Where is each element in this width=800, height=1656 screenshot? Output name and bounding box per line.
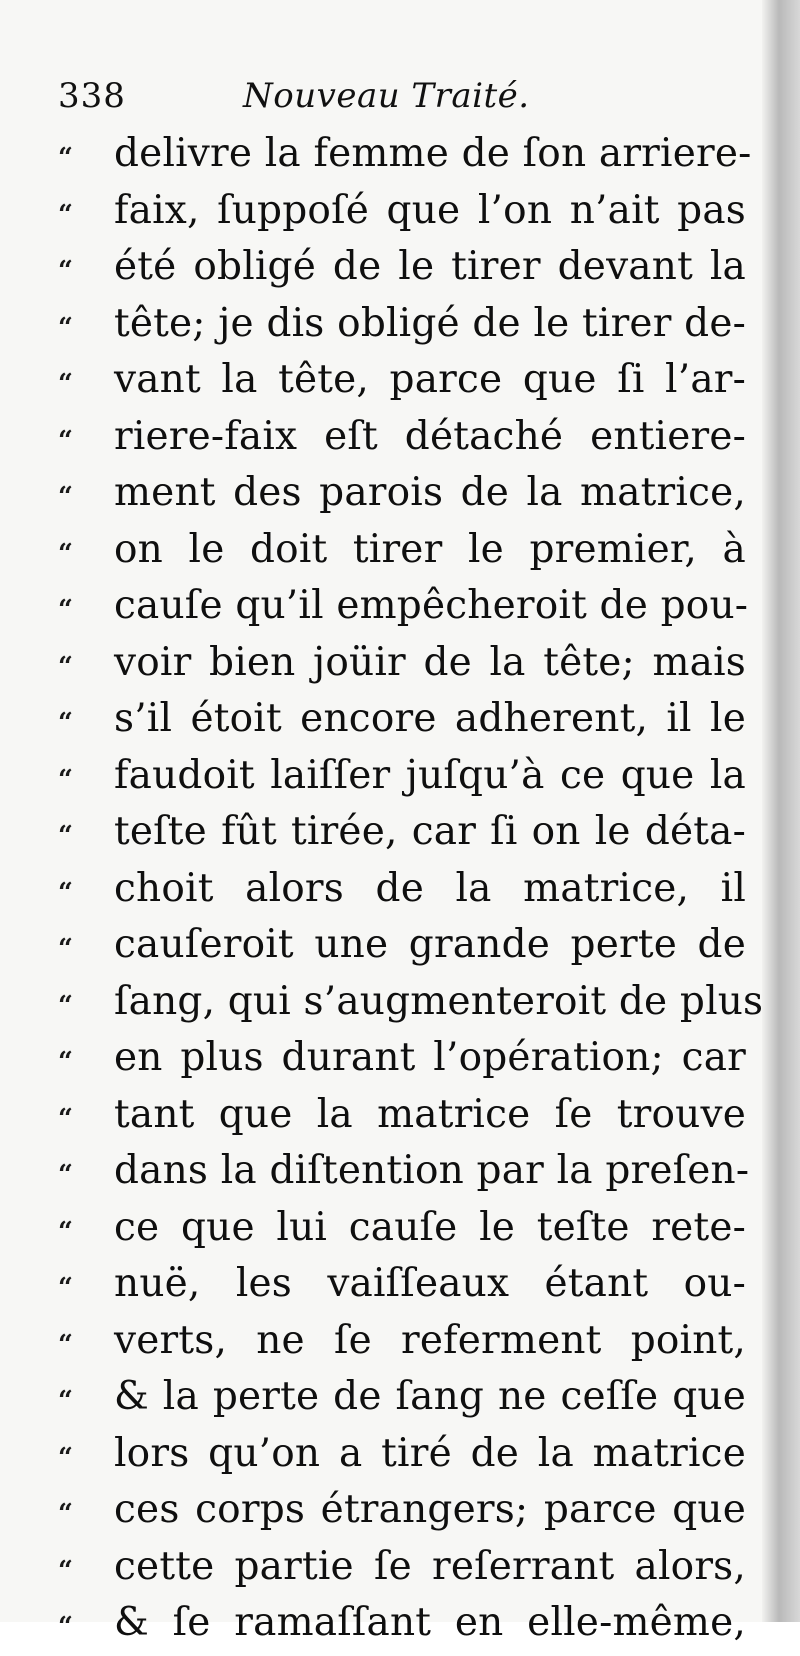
quote-mark: “ [58, 651, 73, 682]
text-line [56, 1143, 750, 1200]
quote-mark: “ [58, 877, 73, 908]
quote-mark: “ [58, 482, 73, 512]
quote-mark: “ [58, 312, 73, 343]
page-number: 338 [58, 76, 126, 116]
text-line [56, 1369, 746, 1426]
text-line [56, 239, 746, 296]
line-text: cauſe qu’il empêcheroit de pou- [114, 583, 749, 628]
quote-mark: “ [58, 538, 73, 569]
line-text: en plus durant l’opération; car [114, 1035, 746, 1080]
body-text [56, 126, 764, 1652]
text-line [56, 974, 764, 1031]
running-head-title: Nouveau Traité. [243, 76, 530, 116]
text-line [56, 635, 746, 692]
quote-mark: “ [58, 1499, 73, 1529]
quote-mark: “ [58, 1160, 73, 1190]
text-line [56, 861, 746, 918]
line-text: & ſe ramaſſant en elle-même, [114, 1600, 746, 1645]
line-text: nuë, les vaiſſeaux étant ou- [114, 1261, 746, 1306]
text-line [56, 917, 746, 974]
quote-mark: “ [58, 143, 73, 173]
text-line [56, 1539, 746, 1596]
text-line [56, 1087, 746, 1144]
quote-mark: “ [58, 1612, 73, 1642]
line-text: cauſeroit une grande perte de [114, 922, 746, 967]
text-line [56, 804, 746, 861]
text-line [56, 748, 746, 805]
line-text: tant que la matrice ſe trouve [114, 1091, 746, 1137]
text-line [56, 409, 746, 466]
quote-mark: “ [58, 1329, 73, 1360]
text-line [56, 1256, 746, 1313]
quote-mark: “ [58, 1442, 73, 1473]
text-line [56, 352, 746, 409]
line-text: verts, ne ſe referment point, [114, 1317, 746, 1363]
quote-mark: “ [58, 1103, 73, 1134]
text-line [56, 1482, 746, 1539]
text-line [56, 1200, 746, 1257]
line-text: faudoit laiſſer juſqu’à ce que la [114, 752, 746, 798]
line-text: on le doit tirer le premier, à [114, 526, 746, 572]
quote-mark: “ [58, 1386, 73, 1416]
line-text: tête; je dis obligé de le tirer de- [114, 300, 746, 346]
quote-mark: “ [58, 708, 73, 738]
quote-mark: “ [58, 425, 73, 456]
text-line [56, 296, 746, 353]
text-line [56, 1030, 746, 1087]
quote-mark: “ [58, 199, 73, 230]
running-head [58, 74, 758, 124]
text-line [56, 1426, 746, 1483]
text-line [56, 522, 746, 579]
line-text: delivre la femme de ſon arriere- [114, 131, 752, 176]
line-text: été obligé de le tirer devant la [114, 244, 746, 289]
line-text: teſte fût tirée, car ſi on le déta- [114, 809, 746, 854]
line-text: ce que lui cauſe le teſte rete- [114, 1204, 746, 1250]
text-line [56, 578, 749, 635]
line-text: voir bien joüir de la tête; mais [114, 639, 746, 685]
text-line [56, 1595, 746, 1652]
line-text: faix, ſuppoſé que l’on n’ait pas [114, 187, 746, 233]
quote-mark: “ [58, 369, 73, 399]
quote-mark: “ [58, 1216, 73, 1247]
quote-mark: “ [58, 1273, 73, 1303]
quote-mark: “ [58, 821, 73, 851]
line-text: cette partie ſe reſerrant alors, [114, 1543, 746, 1589]
text-line [56, 126, 752, 183]
line-text: choit alors de la matrice, il [114, 865, 746, 911]
line-text: ment des parois de la matrice, [114, 470, 746, 515]
quote-mark: “ [58, 990, 73, 1021]
line-text: ces corps étrangers; parce que [114, 1487, 746, 1532]
quote-mark: “ [58, 1047, 73, 1077]
text-line [56, 465, 746, 522]
line-text: vant la tête, parce que ſi l’ar- [114, 357, 746, 402]
text-line [56, 691, 746, 748]
quote-mark: “ [58, 256, 73, 286]
quote-mark: “ [58, 1555, 73, 1586]
quote-mark: “ [58, 595, 73, 625]
line-text: riere-faix eſt détaché entiere- [114, 413, 746, 459]
line-text: lors qu’on a tiré de la matrice [114, 1430, 746, 1476]
quote-mark: “ [58, 764, 73, 795]
quote-mark: “ [58, 934, 73, 964]
line-text: dans la diſtention par la preſen- [114, 1148, 750, 1193]
line-text: s’il étoit encore adherent, il le [114, 696, 746, 741]
line-text: ſang, qui s’augmenteroit de plus [114, 978, 764, 1024]
page-edge-shadow [762, 0, 800, 1622]
text-line [56, 183, 746, 240]
line-text: & la perte de ſang ne ceſſe que [114, 1374, 746, 1419]
text-line [56, 1313, 746, 1370]
